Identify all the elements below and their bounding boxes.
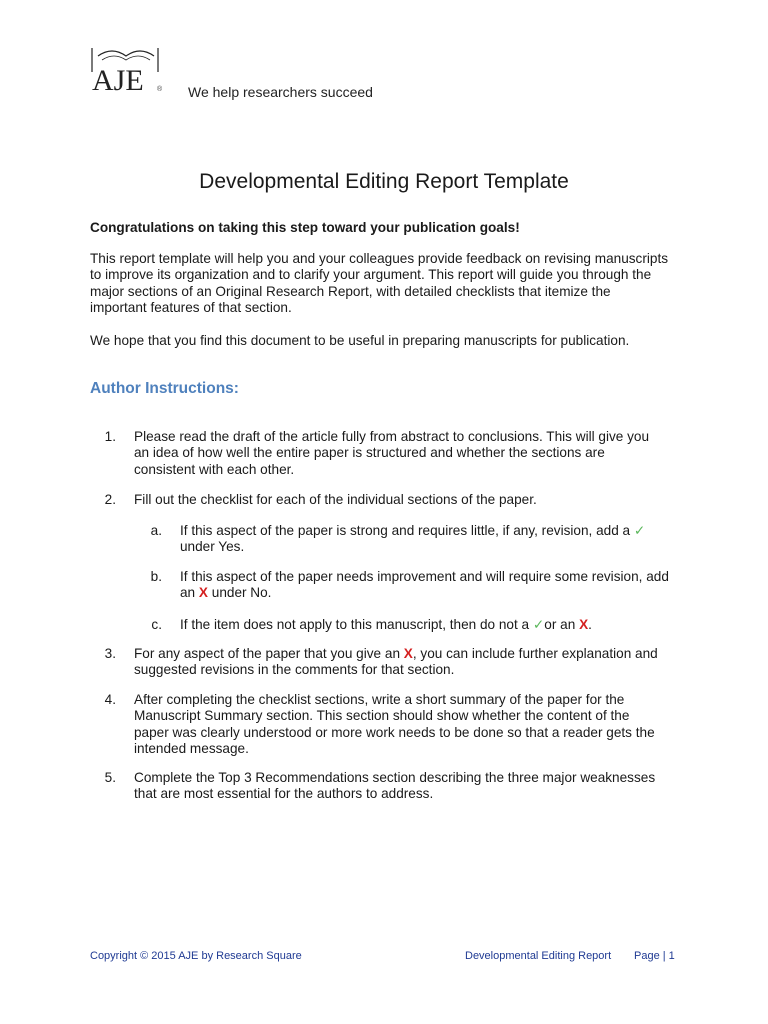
intro-paragraph-1 (90, 251, 680, 316)
instruction-text (134, 692, 655, 757)
text-segment: . (588, 617, 592, 632)
text-line: major sections of an Original Research Report, with detailed checklists that itemize the (90, 283, 611, 299)
sub-item-text (180, 617, 592, 633)
instruction-text (134, 646, 658, 679)
sub-list-letter: a. (150, 523, 162, 538)
sub-item-text (180, 523, 645, 556)
instruction-text (134, 770, 655, 803)
text-segment: , you can include further explanation and (412, 646, 658, 661)
text-segment: under No. (211, 585, 272, 601)
intro-paragraph-2: We hope that you find this document to be useful in preparing manuscripts for publication. (90, 333, 630, 348)
text-line: This report template will help you and your colleagues provide feedback on revising manuscripts (90, 251, 669, 266)
text-line: an idea of how well the entire paper is structured and whether the sections are (134, 445, 605, 461)
x-mark-icon: X (198, 585, 208, 601)
x-mark-icon: X (579, 617, 589, 632)
text-line: intended message. (134, 740, 249, 756)
instruction-text: Fill out the checklist for each of the individual sections of the paper. (134, 492, 537, 507)
text-line: Manuscript Summary section. This section should show whether the content of the (134, 708, 630, 724)
text-line: to improve its organization and to clarify your argument. This report will guide you through the (90, 267, 652, 283)
registered-mark: ® (157, 86, 163, 93)
text-segment: If this aspect of the paper is strong and requires little, if any, revision, add a (180, 523, 631, 538)
list-number: 3. (104, 646, 116, 661)
text-line: Please read the draft of the article fully from abstract to conclusions. This will give you (134, 429, 650, 444)
aje-logo (90, 44, 162, 106)
instruction-text (134, 429, 649, 478)
list-number: 5. (104, 770, 116, 785)
sub-item-text (180, 569, 669, 602)
intro-bold-line: Congratulations on taking this step toward your publication goals! (90, 220, 520, 235)
footer-page-number: Page | 1 (634, 950, 675, 962)
sub-list-letter: c. (151, 617, 162, 632)
page-header (90, 44, 590, 106)
list-number: 4. (104, 692, 116, 707)
list-number: 2. (104, 492, 116, 507)
text-segment: or an (544, 617, 576, 632)
checkmark-icon: ✓ (532, 617, 545, 632)
text-segment: If the item does not apply to this manuscript, then do not a (180, 617, 530, 632)
text-line: paper was clearly understood or more work needs to be done so that a reader gets the (134, 724, 655, 740)
x-mark-icon: X (403, 646, 413, 661)
text-line: under Yes. (180, 539, 245, 555)
text-line: that are most essential for the authors to address. (134, 786, 434, 802)
logo-text: AJE (92, 64, 144, 97)
checkmark-icon: ✓ (633, 523, 646, 538)
section-heading-author-instructions: Author Instructions: (90, 380, 239, 397)
document-title: Developmental Editing Report Template (199, 170, 569, 193)
text-segment: an (180, 585, 196, 601)
text-line: After completing the checklist sections, write a short summary of the paper for the (134, 692, 625, 707)
text-line: consistent with each other. (134, 461, 295, 477)
tagline: We help researchers succeed (188, 84, 373, 100)
text-line: important features of that section. (90, 299, 292, 315)
footer-copyright: Copyright © 2015 AJE by Research Square (90, 950, 302, 962)
text-line: If this aspect of the paper needs improvement and will require some revision, add (180, 569, 669, 584)
text-segment: For any aspect of the paper that you give an (134, 646, 401, 661)
text-line: suggested revisions in the comments for that section. (134, 662, 455, 678)
footer-document-name: Developmental Editing Report (465, 950, 612, 962)
text-line: Complete the Top 3 Recommendations section describing the three major weaknesses (134, 770, 656, 785)
sub-list-letter: b. (150, 569, 162, 584)
list-number: 1. (104, 429, 116, 444)
